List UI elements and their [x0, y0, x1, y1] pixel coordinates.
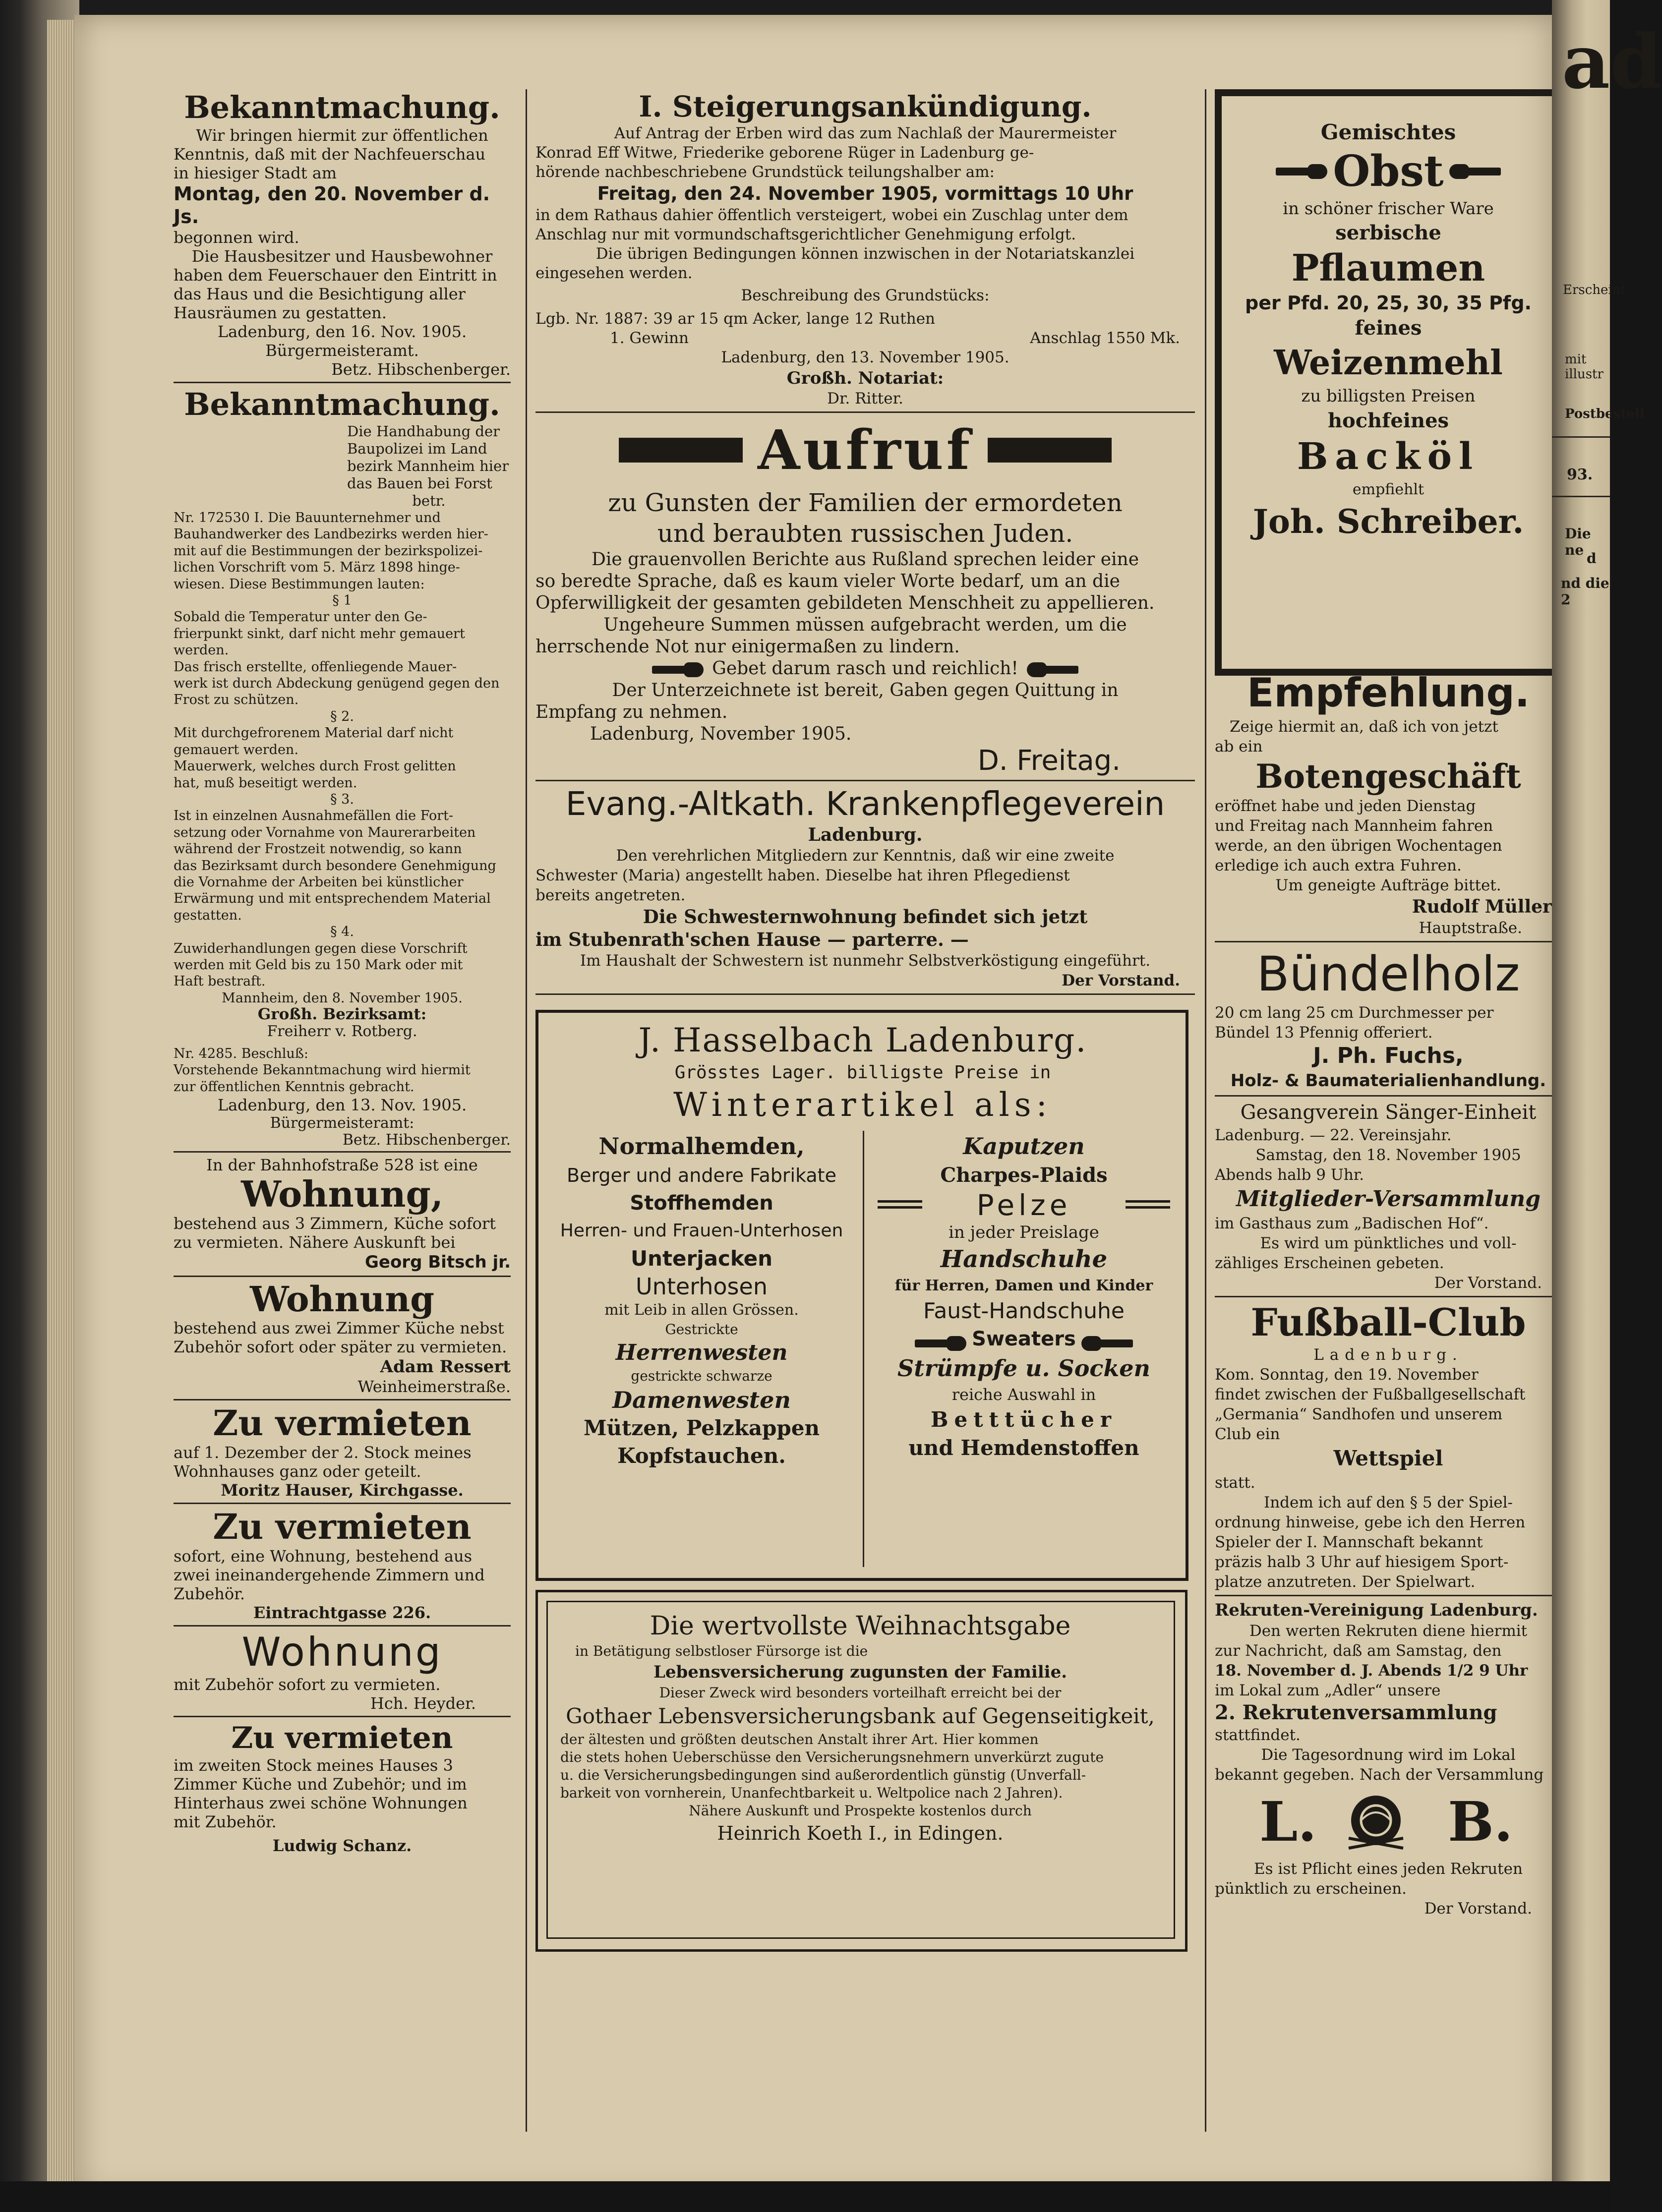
text-line: herrschende Not nur einigermaßen zu lindern.: [535, 637, 960, 657]
appeal-line: Gebet darum rasch und reichlich!: [712, 658, 1018, 679]
text-line: mit Zubehör sofort zu vermieten.: [174, 1675, 441, 1694]
ad-aufruf: [535, 418, 1195, 777]
list-item: Unterhosen: [636, 1273, 768, 1300]
subtitle: Ladenburg.: [808, 824, 923, 845]
text-line: serbische: [1335, 221, 1441, 244]
list-item: Handschuhe: [940, 1245, 1108, 1273]
list-item: reiche Auswahl in: [951, 1385, 1096, 1404]
signature: Joh. Schreiber.: [1252, 502, 1524, 541]
text-line: die Vornahme der Arbeiten bei künstlicher: [174, 874, 464, 890]
text-line: Die Handhabung der: [347, 423, 500, 440]
text-line: statt.: [1215, 1474, 1255, 1492]
text-line: Bauhandwerker des Landbezirks werden hier-: [174, 526, 488, 542]
text-line: im Stubenrath'schen Hause — parterre. —: [535, 929, 969, 950]
ad-title: J. Hasselbach Ladenburg.: [638, 1021, 1087, 1059]
text-line: im Gasthaus zum „Badischen Hof“.: [1215, 1215, 1489, 1232]
ad-buendelholz: [1215, 945, 1562, 1092]
text-line: Beschreibung des Grundstücks:: [741, 287, 990, 304]
ad-fussball-club: [1215, 1300, 1562, 1592]
list-item: [868, 1325, 1180, 1353]
product-name: Backöl: [1297, 435, 1480, 478]
list-item: Strümpfe u. Socken: [897, 1355, 1151, 1382]
signature: Dr. Ritter.: [827, 390, 903, 407]
text-line: Kenntnis, daß mit der Nachfeuerschau: [174, 145, 486, 164]
text-line: Vorstehende Bekanntmachung wird hiermit: [174, 1062, 471, 1078]
hasselbach-left-list: [545, 1131, 858, 1470]
separator: [174, 1276, 511, 1277]
separator: [174, 382, 511, 383]
separator: [174, 1399, 511, 1400]
text-line: werde, an den übrigen Wochentagen: [1215, 837, 1502, 855]
list-item-text: Sweaters: [972, 1328, 1076, 1350]
text-line: Wir bringen hiermit zur öffentlichen: [196, 126, 488, 145]
text-fragment: Postbestell: [1565, 407, 1645, 421]
ad-title: Zu vermieten: [231, 1721, 453, 1756]
signature: Heinrich Koeth I., in Edingen.: [717, 1822, 1004, 1844]
text-line: 20 cm lang 25 cm Durchmesser per: [1215, 1004, 1494, 1022]
text-fragment: Die ne: [1565, 525, 1591, 558]
text-line: Samstag, den 18. November 1905: [1255, 1146, 1521, 1164]
signature: Moritz Hauser, Kirchgasse.: [221, 1481, 464, 1500]
ad-empfehlung: [1215, 669, 1562, 938]
text-line: Lgb. Nr. 1887: 39 ar 15 qm Acker, lange 12 Ruthen: [535, 310, 936, 328]
pointing-hand-right-icon: [1276, 163, 1330, 180]
text-line: bestehend aus 3 Zimmern, Küche sofort: [174, 1214, 496, 1233]
decorative-lines: [1126, 1200, 1170, 1203]
text-line: Nr. 4285. Beschluß:: [174, 1046, 308, 1061]
text-line: zur Nachricht, daß am Samstag, den: [1215, 1642, 1502, 1660]
text-line: Es wird um pünktliches und voll-: [1260, 1234, 1517, 1252]
list-item: gestrickte schwarze: [631, 1368, 772, 1384]
text-line: Zubehör.: [174, 1584, 245, 1604]
column-left: [174, 89, 511, 1855]
text-line: bekannt gegeben. Nach der Versammlung: [1215, 1766, 1544, 1784]
text-line: u. die Versicherungsbedingungen sind außerordentlich günstig (Unverfall-: [560, 1767, 1086, 1783]
text-line: Das frisch erstellte, offenliegende Mauer-: [174, 659, 457, 675]
separator: [535, 780, 1195, 781]
ad-schreiber: [1215, 89, 1562, 669]
hasselbach-right-list: [868, 1131, 1180, 1470]
text-line: werden mit Geld bis zu 150 Mark oder mit: [174, 957, 463, 973]
list-item: in jeder Preislage: [949, 1222, 1099, 1242]
text-line: barkeit von vornherein, Unanfechtbarkeit u. Weltpolice nach 2 Jahren).: [560, 1785, 1063, 1801]
next-page-edge: [1552, 0, 1662, 2212]
product-name: Obst: [1333, 146, 1444, 196]
text-line: Die übrigen Bedingungen können inzwischen in der Notariatskanzlei: [595, 245, 1135, 263]
obst-line: [1230, 146, 1547, 197]
text-line: im Lokal zum „Adler“ unsere: [1215, 1682, 1441, 1699]
text-line: gestatten.: [174, 907, 242, 923]
pointing-hand-left-icon: [1078, 1335, 1133, 1352]
masthead-fragment: ad: [1562, 18, 1662, 106]
paragraph-sign: § 3.: [330, 791, 354, 807]
text-line: Hauptstraße.: [1419, 919, 1522, 937]
text-fragment: 93.: [1567, 466, 1593, 483]
text-line: stattfindet.: [1215, 1726, 1301, 1744]
text-line: zwei ineinandergehende Zimmern und: [174, 1566, 485, 1585]
text-line: Ist in einzelnen Ausnahmefällen die Fort-: [174, 808, 454, 824]
text-line: präzis halb 3 Uhr auf hiesigem Sport-: [1215, 1553, 1509, 1571]
ad-hasselbach: [535, 1010, 1195, 1585]
text-line: Ladenburg, den 13. Nov. 1905.: [217, 1096, 467, 1115]
text-line: mit auf die Bestimmungen der bezirkspolizei-: [174, 543, 483, 559]
text-line: Montag, den 20. November d. Js.: [174, 183, 490, 228]
list-item: Kopfstauchen.: [617, 1444, 786, 1468]
ad-title: Die wertvollste Weihnachtsgabe: [650, 1611, 1071, 1641]
paragraph-sign: § 4.: [330, 924, 354, 940]
pointing-hand-right-icon: [915, 1335, 969, 1352]
pointing-hand-left-icon: [1024, 661, 1078, 678]
text-line: Die Hausbesitzer und Hausbewohner: [191, 247, 493, 266]
ad-title: Wohnung: [241, 1629, 443, 1676]
text-line: zähliges Erscheinen gebeten.: [1215, 1254, 1444, 1272]
ad-rekruten-vereinigung: [1215, 1599, 1562, 1919]
separator: [1215, 1095, 1562, 1097]
ad-weihnachtsgabe: [535, 1590, 1195, 1957]
text-line: Ungeheure Summen müssen aufgebracht werden, um die: [603, 615, 1127, 635]
text-line: Ladenburg, den 13. November 1905.: [721, 349, 1009, 366]
text-line: „Germania“ Sandhofen und unserem: [1215, 1405, 1503, 1423]
ad-krankenpflegeverein: [535, 784, 1195, 990]
text-line: Nähere Auskunft und Prospekte kostenlos durch: [689, 1803, 1032, 1819]
ad-wohnung-heyder: [174, 1630, 511, 1713]
text-line: die stets hohen Ueberschüsse den Versicherungsnehmern unverkürzt zugute: [560, 1749, 1104, 1765]
ad-wohnung-ressert: [174, 1280, 511, 1396]
event-title: Wettspiel: [1333, 1446, 1443, 1470]
text-line: Baupolizei im Land: [347, 440, 487, 457]
text-line: Zimmer Küche und Zubehör; und im: [174, 1775, 467, 1794]
list-item: Kaputzen: [963, 1133, 1085, 1160]
ad-title: I. Steigerungsankündigung.: [639, 90, 1092, 123]
separator: [174, 1503, 511, 1504]
gewinn: 1. Gewinn: [610, 329, 689, 347]
text-line: Freitag, den 24. November 1905, vormittags 10 Uhr: [597, 183, 1133, 204]
text-line: Sobald die Temperatur unter den Ge-: [174, 609, 427, 625]
signature: Betz. Hibschenberger.: [342, 1131, 511, 1149]
text-line: Den verehrlichen Mitgliedern zur Kenntnis, daß wir eine zweite: [616, 847, 1115, 865]
monogram-letter: L.: [1259, 1790, 1317, 1854]
military-emblem-icon: [1339, 1790, 1413, 1854]
decorative-bar: [619, 438, 743, 463]
text-line: Club ein: [1215, 1425, 1280, 1443]
separator: [1552, 436, 1610, 438]
text-line: eröffnet habe und jeden Dienstag: [1215, 797, 1476, 815]
scanner-border-top: [74, 0, 1557, 15]
text-fragment: Erscheint: [1563, 283, 1626, 297]
separator: [1215, 1595, 1562, 1596]
text-line: betr.: [412, 492, 446, 509]
list-item: Betttücher: [931, 1407, 1117, 1432]
text-line: Hausräumen zu gestatten.: [174, 303, 387, 322]
text-line: Opferwilligkeit der gesamten gebildeten Menschheit zu appellieren.: [535, 593, 1155, 613]
text-line: und Freitag nach Mannheim fahren: [1215, 817, 1493, 835]
address: Eintrachtgasse 226.: [253, 1603, 431, 1623]
text-line: hörende nachbeschriebene Grundstück teilungshalber am:: [535, 163, 995, 181]
text-line: zu vermieten. Nähere Auskunft bei: [174, 1233, 456, 1252]
text-line: pünktlich zu erscheinen.: [1215, 1880, 1407, 1898]
text-line: Lebensversicherung zugunsten der Familie.: [653, 1662, 1068, 1682]
scanner-border-bottom: [0, 2181, 1610, 2212]
text-line: Indem ich auf den § 5 der Spiel-: [1263, 1494, 1513, 1512]
signature: Adam Ressert: [380, 1357, 511, 1377]
text-line: Großh. Bezirksamt:: [257, 1005, 427, 1024]
list-item: Normalhemden,: [598, 1133, 805, 1160]
text-line: das Bezirksamt durch besondere Genehmigung: [174, 858, 496, 873]
text-line: während der Frostzeit notwendig, so kann: [174, 841, 462, 857]
signature: D. Freitag.: [977, 745, 1121, 777]
decorative-lines: [878, 1200, 922, 1203]
text-line: [535, 658, 1195, 680]
column-rule-2: [1205, 89, 1206, 2132]
text-line: Wohnhauses ganz oder geteilt.: [174, 1462, 421, 1481]
text-line: Hinterhaus zwei schöne Wohnungen: [174, 1794, 468, 1813]
business-name: Botengeschäft: [1255, 757, 1521, 796]
list-item: mit Leib in allen Grössen.: [604, 1301, 799, 1319]
paragraph-sign: § 1: [332, 593, 352, 609]
event-title: 2. Rekrutenversammlung: [1215, 1701, 1497, 1724]
text-line: Es ist Pflicht eines jeden Rekruten: [1254, 1860, 1523, 1878]
text-line: empfiehlt: [1352, 481, 1425, 498]
decorative-bar: [988, 438, 1112, 463]
text-line: Spieler der I. Mannschaft bekannt: [1215, 1533, 1483, 1551]
text-line: 18. November d. J. Abends 1/2 9 Uhr: [1215, 1662, 1528, 1680]
ad-title: Wohnung: [249, 1279, 435, 1320]
text-line: Gesangverein Sänger-Einheit: [1240, 1101, 1537, 1124]
text-line: Die Schwesternwohnung befindet sich jetzt: [643, 906, 1088, 928]
separator: [1552, 496, 1610, 497]
text-line: in hiesiger Stadt am: [174, 164, 337, 182]
text-line: wiesen. Diese Bestimmungen lauten:: [174, 576, 425, 592]
text-line: Der Unterzeichnete ist bereit, Gaben gegen Quittung in: [612, 680, 1119, 700]
ad-title: Bekanntmachung.: [184, 89, 500, 125]
pointing-hand-right-icon: [652, 661, 707, 678]
text-line: Schwester (Maria) angestellt haben. Dieselbe hat ihren Pflegedienst: [535, 867, 1070, 884]
signature: Ludwig Schanz.: [272, 1836, 412, 1856]
text-line: bezirk Mannheim hier: [347, 458, 509, 474]
text-line: Zuwiderhandlungen gegen diese Vorschrift: [174, 940, 468, 956]
text-line: Mannheim, den 8. November 1905.: [222, 990, 463, 1006]
text-line: Bündel 13 Pfennig offeriert.: [1215, 1024, 1433, 1042]
text-fragment: mit illustr: [1565, 352, 1603, 382]
signature: Der Vorstand.: [1062, 972, 1180, 990]
text-line: Den werten Rekruten diene hiermit: [1249, 1622, 1528, 1640]
signature: J. Ph. Fuchs,: [1313, 1043, 1464, 1068]
price-line: per Pfd. 20, 25, 30, 35 Pfg.: [1245, 292, 1532, 314]
ad-title: Rekruten-Vereinigung Ladenburg.: [1215, 1600, 1538, 1620]
text-line: das Haus und die Besichtigung aller: [174, 285, 466, 303]
text-line: das Bauen bei Forst: [347, 475, 492, 492]
separator: [174, 1625, 511, 1627]
list-item: Herrenwesten: [615, 1340, 788, 1365]
text-line: bestehend aus zwei Zimmer Küche nebst: [174, 1319, 504, 1338]
ad-steigerungsankuendigung: [535, 89, 1195, 408]
text-line: Holz- & Baumaterialienhandlung.: [1230, 1071, 1546, 1091]
text-line: Kom. Sonntag, den 19. November: [1215, 1366, 1479, 1384]
list-item: Berger und andere Fabrikate: [567, 1164, 836, 1186]
product-name: Pflaumen: [1291, 247, 1485, 290]
text-line: Freiherr v. Rotberg.: [267, 1022, 417, 1040]
signature: Der Vorstand.: [1434, 1274, 1542, 1292]
column-rule-1: [526, 89, 527, 2132]
text-line: in Betätigung selbstloser Fürsorge ist die: [575, 1643, 868, 1659]
text-line: Gothaer Lebensversicherungsbank auf Gegenseitigkeit,: [566, 1704, 1155, 1728]
newspaper-page: [74, 15, 1567, 2196]
text-line: erledige ich auch extra Fuhren.: [1215, 857, 1462, 874]
subtitle: und beraubten russischen Juden.: [657, 519, 1073, 548]
separator: [535, 993, 1195, 995]
text-line: Erwärmung und mit entsprechendem Material: [174, 891, 491, 907]
list-item: Pelze: [976, 1188, 1071, 1222]
signature: Hch. Heyder.: [370, 1694, 476, 1713]
text-line: so beredte Sprache, daß es kaum vieler Worte bedarf, um an die: [535, 571, 1120, 591]
text-line: Ladenburg, den 16. Nov. 1905.: [217, 322, 467, 341]
ad-wohnung-bitsch: [174, 1156, 511, 1273]
text-line: lichen Vorschrift vom 5. März 1898 hinge-: [174, 560, 460, 576]
ad-title: Evang.-Altkath. Krankenpflegeverein: [565, 785, 1165, 823]
monogram-letter: B.: [1448, 1790, 1513, 1854]
text-line: In der Bahnhofstraße 528 ist eine: [206, 1156, 478, 1175]
text-line: Abends halb 9 Uhr.: [1215, 1166, 1365, 1184]
signature: Betz. Hibschenberger.: [331, 360, 511, 379]
ad-title: Aufruf: [758, 418, 973, 482]
column-middle: [535, 89, 1195, 1957]
pointing-hand-left-icon: [1446, 163, 1501, 180]
text-line: Weinheimerstraße.: [357, 1377, 511, 1397]
text-line: Anschlag nur mit vormundschaftsgerichtlicher Genehmigung erfolgt.: [535, 226, 1076, 243]
text-fragment: nd die 2: [1561, 575, 1609, 608]
ad-gesangverein: [1215, 1100, 1562, 1293]
text-line: Bürgermeisteramt.: [265, 341, 419, 360]
text-line: Grösstes Lager. billigste Preise in: [674, 1062, 1051, 1083]
list-item: Faust-Handschuhe: [923, 1298, 1125, 1324]
signature: Der Vorstand.: [1424, 1900, 1532, 1918]
text-line: Zeige hiermit an, daß ich von jetzt: [1230, 718, 1498, 736]
text-line: Mit durchgefrorenem Material darf nicht: [174, 725, 454, 741]
text-line: setzung oder Vornahme von Maurerarbeiten: [174, 824, 476, 840]
text-line: Ladenburg.: [1313, 1346, 1463, 1364]
list-item: und Hemdenstoffen: [908, 1436, 1139, 1460]
separator: [174, 1151, 511, 1153]
text-line: Empfang zu nehmen.: [535, 702, 728, 722]
text-line: begonnen wird.: [174, 228, 299, 247]
text-line: zu billigsten Preisen: [1301, 386, 1476, 406]
text-line: feines: [1355, 316, 1422, 340]
divider: [863, 1131, 864, 1567]
text-line: Auf Antrag der Erben wird das zum Nachlaß der Maurermeister: [614, 124, 1117, 142]
ad-title: Zu vermieten: [213, 1506, 472, 1548]
text-line: der ältesten und größten deutschen Anstalt ihrer Art. Hier kommen: [560, 1731, 1039, 1747]
subtitle: Winterartikel als:: [673, 1086, 1052, 1124]
ad-zu-vermieten-hauser: [174, 1403, 511, 1500]
list-item: Charpes-Plaids: [940, 1164, 1108, 1187]
text-line: Bürgermeisteramt:: [270, 1114, 415, 1132]
ad-title: Wohnung,: [241, 1173, 443, 1216]
text-line: in schöner frischer Ware: [1283, 199, 1494, 219]
subtitle: zu Gunsten der Familien der ermordeten: [608, 488, 1123, 517]
text-line: Dieser Zweck wird besonders vorteilhaft erreicht bei der: [659, 1685, 1062, 1701]
text-line: zur öffentlichen Kenntnis gebracht.: [174, 1079, 415, 1095]
text-line: Nr. 172530 I. Die Bauunternehmer und: [174, 510, 441, 525]
text-line: in dem Rathaus dahier öffentlich versteigert, wobei ein Zuschlag unter dem: [535, 206, 1128, 224]
text-line: sofort, eine Wohnung, bestehend aus: [174, 1547, 472, 1566]
text-line: Frost zu schützen.: [174, 692, 299, 708]
ad-bekanntmachung-baupolizei: [174, 386, 511, 1148]
text-line: Um geneigte Aufträge bittet.: [1275, 876, 1501, 894]
list-item: Herren- und Frauen-Unterhosen: [560, 1221, 843, 1241]
column-right: [1215, 89, 1562, 1919]
ad-title: Empfehlung.: [1246, 670, 1530, 716]
text-line: platze anzutreten. Der Spielwart.: [1215, 1573, 1476, 1591]
paragraph-sign: § 2.: [330, 708, 354, 724]
text-line: ab ein: [1215, 738, 1263, 756]
separator: [535, 411, 1195, 413]
text-fragment: d: [1587, 550, 1597, 567]
list-item: Damenwesten: [612, 1387, 791, 1413]
ad-title: Fußball-Club: [1250, 1300, 1526, 1344]
text-line: mit Zubehör.: [174, 1812, 277, 1832]
list-item: Mützen, Pelzkappen: [583, 1416, 820, 1440]
text-line: werk ist durch Abdeckung genügend gegen den: [174, 676, 500, 692]
anschlag: Anschlag 1550 Mk.: [1030, 329, 1180, 347]
ad-zu-vermieten-eintracht: [174, 1507, 511, 1622]
text-line: findet zwischen der Fußballgesellschaft: [1215, 1386, 1526, 1403]
text-line: gemauert werden.: [174, 742, 298, 757]
text-line: frierpunkt sinkt, darf nicht mehr gemauert: [174, 626, 465, 641]
text-line: Ladenburg. — 22. Vereinsjahr.: [1215, 1126, 1452, 1144]
ad-title: Bündelholz: [1256, 946, 1520, 1002]
signature: Georg Bitsch jr.: [364, 1252, 511, 1273]
text-line: Die Tagesordnung wird im Lokal: [1261, 1746, 1516, 1764]
text-line: werden.: [174, 642, 229, 658]
text-line: im zweiten Stock meines Hauses 3: [174, 1756, 453, 1775]
text-line: Konrad Eff Witwe, Friederike geborene Rüger in Ladenburg ge-: [535, 144, 1034, 162]
emblem-row: [1215, 1785, 1562, 1859]
separator: [1215, 941, 1562, 942]
text-line: haben dem Feuerschauer den Eintritt in: [174, 266, 497, 285]
text-line: Im Haushalt der Schwestern ist nunmehr Selbstverköstigung eingeführt.: [580, 952, 1151, 970]
signature: Rudolf Müller: [1412, 896, 1552, 917]
list-item: für Herren, Damen und Kinder: [894, 1277, 1153, 1294]
product-name: Weizenmehl: [1274, 343, 1503, 383]
list-item: Gestrickte: [665, 1321, 738, 1338]
text-line: Zubehör sofort oder später zu vermieten.: [174, 1338, 507, 1357]
ad-title: Bekanntmachung.: [184, 386, 500, 422]
separator: [1215, 1296, 1562, 1297]
text-line: ordnung hinweise, gebe ich den Herren: [1215, 1513, 1526, 1531]
text-line: bereits angetreten.: [535, 886, 686, 904]
text-line: eingesehen werden.: [535, 264, 693, 282]
text-line: Mauerwerk, welches durch Frost gelitten: [174, 758, 456, 774]
text-line: hat, muß beseitigt werden.: [174, 775, 357, 791]
text-line: Gemischtes: [1320, 120, 1456, 144]
text-line: Ladenburg, November 1905.: [590, 724, 852, 744]
list-item: Stoffhemden: [630, 1192, 773, 1215]
separator: [174, 1716, 511, 1717]
list-item: Unterjacken: [630, 1246, 773, 1271]
text-line: Die grauenvollen Berichte aus Rußland sprechen leider eine: [591, 549, 1139, 570]
event-title: Mitglieder-Versammlung: [1236, 1186, 1541, 1212]
text-line: auf 1. Dezember der 2. Stock meines: [174, 1443, 472, 1462]
ad-bekanntmachung-feuerschau: [174, 89, 511, 379]
ad-title: Zu vermieten: [213, 1402, 472, 1444]
text-line: Großh. Notariat:: [786, 368, 944, 388]
ad-zu-vermieten-schanz: [174, 1720, 511, 1855]
text-line: [535, 329, 1195, 348]
text-line: hochfeines: [1327, 409, 1449, 432]
text-line: Haft bestraft.: [174, 974, 266, 990]
